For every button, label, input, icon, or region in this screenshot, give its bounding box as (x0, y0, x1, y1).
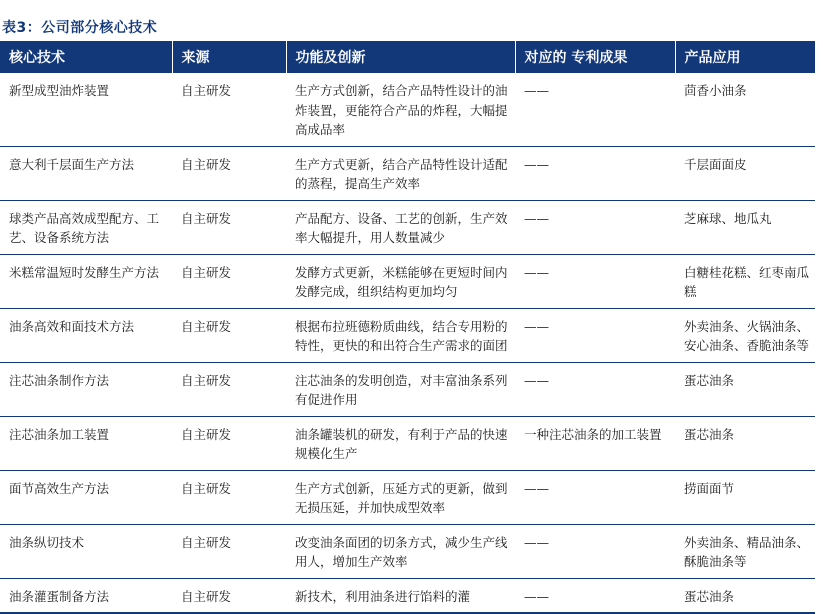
cell-patent: —— (515, 578, 675, 613)
cell-patent: —— (515, 146, 675, 200)
cell-source: 自主研发 (172, 200, 286, 254)
header-patent-result: 对应的 专利成果 (515, 41, 675, 73)
cell-function: 生产方式创新，压延方式的更新，做到无损压延，并加快成型效率 (286, 470, 515, 524)
cell-product: 蛋芯油条 (675, 578, 815, 613)
table-row (0, 416, 815, 470)
table-row (0, 470, 815, 524)
cell-tech: 米糕常温短时发酵生产方法 (0, 254, 172, 308)
cell-product: 千层面面皮 (675, 146, 815, 200)
cell-function: 生产方式更新，结合产品特性设计适配的蒸程，提高生产效率 (286, 146, 515, 200)
cell-function: 发酵方式更新，米糕能够在更短时间内发酵完成，组织结构更加均匀 (286, 254, 515, 308)
cell-function: 注芯油条的发明创造，对丰富油条系列有促进作用 (286, 362, 515, 416)
cell-tech: 油条纵切技术 (0, 524, 172, 578)
header-row (0, 41, 815, 73)
cell-product: 茴香小油条 (675, 73, 815, 146)
cell-tech: 意大利千层面生产方法 (0, 146, 172, 200)
cell-source: 自主研发 (172, 470, 286, 524)
cell-function: 产品配方、设备、工艺的创新，生产效率大幅提升，用人数量减少 (286, 200, 515, 254)
cell-patent: —— (515, 308, 675, 362)
cell-product: 白糖桂花糕、红枣南瓜糕 (675, 254, 815, 308)
table-row (0, 308, 815, 362)
cell-tech: 油条灌蛋制备方法 (0, 578, 172, 613)
cell-tech: 面节高效生产方法 (0, 470, 172, 524)
cell-tech: 油条高效和面技术方法 (0, 308, 172, 362)
cell-source: 自主研发 (172, 524, 286, 578)
header-core-technology: 核心技术 (0, 41, 172, 73)
cell-product: 蛋芯油条 (675, 416, 815, 470)
core-technology-table (0, 41, 815, 614)
cell-patent: 一种注芯油条的加工装置 (515, 416, 675, 470)
cell-function: 改变油条面团的切条方式，减少生产线用人，增加生产效率 (286, 524, 515, 578)
cell-function: 生产方式创新，结合产品特性设计的油炸装置，更能符合产品的炸程，大幅提高成品率 (286, 73, 515, 146)
table-row (0, 73, 815, 146)
cell-source: 自主研发 (172, 254, 286, 308)
cell-product: 捞面面节 (675, 470, 815, 524)
cell-source: 自主研发 (172, 73, 286, 146)
cell-source: 自主研发 (172, 308, 286, 362)
cell-patent: —— (515, 524, 675, 578)
cell-tech: 注芯油条制作方法 (0, 362, 172, 416)
cell-source: 自主研发 (172, 578, 286, 613)
table-row (0, 200, 815, 254)
cell-patent: —— (515, 200, 675, 254)
header-function-innovation: 功能及创新 (286, 41, 515, 73)
cell-tech: 新型成型油炸装置 (0, 73, 172, 146)
cell-patent: —— (515, 362, 675, 416)
cell-source: 自主研发 (172, 416, 286, 470)
cell-function: 油条罐装机的研发，有利于产品的快速规模化生产 (286, 416, 515, 470)
table-header (0, 41, 815, 73)
cell-product: 外卖油条、火锅油条、安心油条、香脆油条等 (675, 308, 815, 362)
cell-source: 自主研发 (172, 146, 286, 200)
table-row (0, 578, 815, 613)
header-product-application: 产品应用 (675, 41, 815, 73)
table-row (0, 254, 815, 308)
cell-tech: 注芯油条加工装置 (0, 416, 172, 470)
header-source: 来源 (172, 41, 286, 73)
cell-source: 自主研发 (172, 362, 286, 416)
cell-patent: —— (515, 73, 675, 146)
table-caption: 表3：公司部分核心技术 (2, 20, 158, 36)
cell-function: 新技术，利用油条进行馅料的灌 (286, 578, 515, 613)
cell-patent: —— (515, 254, 675, 308)
cell-tech: 球类产品高效成型配方、工艺、设备系统方法 (0, 200, 172, 254)
cell-function: 根据布拉班德粉质曲线，结合专用粉的特性，更快的和出符合生产需求的面团 (286, 308, 515, 362)
cell-product: 外卖油条、精品油条、酥脆油条等 (675, 524, 815, 578)
table-row (0, 524, 815, 578)
cell-patent: —— (515, 470, 675, 524)
cell-product: 芝麻球、地瓜丸 (675, 200, 815, 254)
table-row (0, 362, 815, 416)
table-row (0, 146, 815, 200)
table-body (0, 73, 815, 613)
cell-product: 蛋芯油条 (675, 362, 815, 416)
